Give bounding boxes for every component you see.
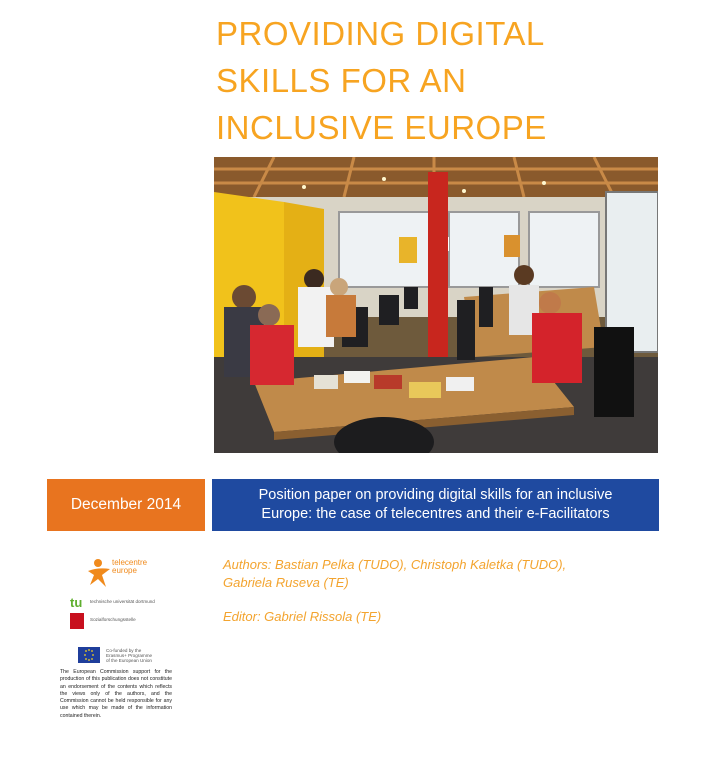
sozialforschungsstelle-logo: [70, 613, 178, 631]
telecentre-classroom-illustration: [214, 157, 658, 453]
tu-mark-icon: tu: [70, 595, 83, 610]
subtitle-line-2: Europe: the case of telecentres and their e-Facilitators: [261, 506, 610, 522]
telecentre-europe-logo: [86, 555, 166, 589]
authors: [223, 556, 566, 592]
title-line-2: SKILLS FOR AN: [216, 62, 467, 99]
eu-logo-line-2: Erasmus+ Programme: [106, 653, 153, 658]
document-title: [216, 10, 686, 151]
authors-line-1: Authors: Bastian Pelka (TUDO), Christoph Kaletka (TUDO),: [223, 557, 567, 572]
telecentre-logo-line-2: europe: [112, 566, 137, 575]
eu-logo-line-3: of the European Union: [106, 658, 152, 663]
date-badge: [47, 479, 205, 531]
editor: [223, 608, 381, 626]
authors-line-2: Gabriela Ruseva (TE): [223, 575, 349, 590]
tu-logo-text: technische universität dortmund: [90, 599, 155, 604]
subtitle-line-1: Position paper on providing digital skills for an inclusive: [258, 487, 613, 503]
eu-disclaimer: The European Commission support for the production of this publication does not constitute an endorsement of the contents which reflects the views only of the authors, and the Commission cannot be held responsible for any use which may be made of the information contained therein.: [60, 669, 172, 719]
eu-logo-line-1: Co-funded by the: [106, 648, 142, 653]
title-line-3: INCLUSIVE EUROPE: [216, 109, 547, 146]
cover-photo: [214, 157, 658, 453]
eu-flag-icon: [78, 647, 100, 663]
subtitle-banner: [212, 479, 659, 531]
date-text: December 2014: [70, 496, 182, 513]
telecentre-logo-line-1: telecentre: [112, 558, 148, 567]
editor-text: Editor: Gabriel Rissola (TE): [223, 609, 382, 624]
sfs-logo-text: Sozialforschungsstelle: [90, 617, 136, 622]
sfs-mark-icon: [70, 613, 84, 629]
title-line-1: PROVIDING DIGITAL: [216, 15, 545, 52]
eu-erasmus-logo: [78, 647, 178, 665]
tu-dortmund-logo: [70, 597, 178, 611]
